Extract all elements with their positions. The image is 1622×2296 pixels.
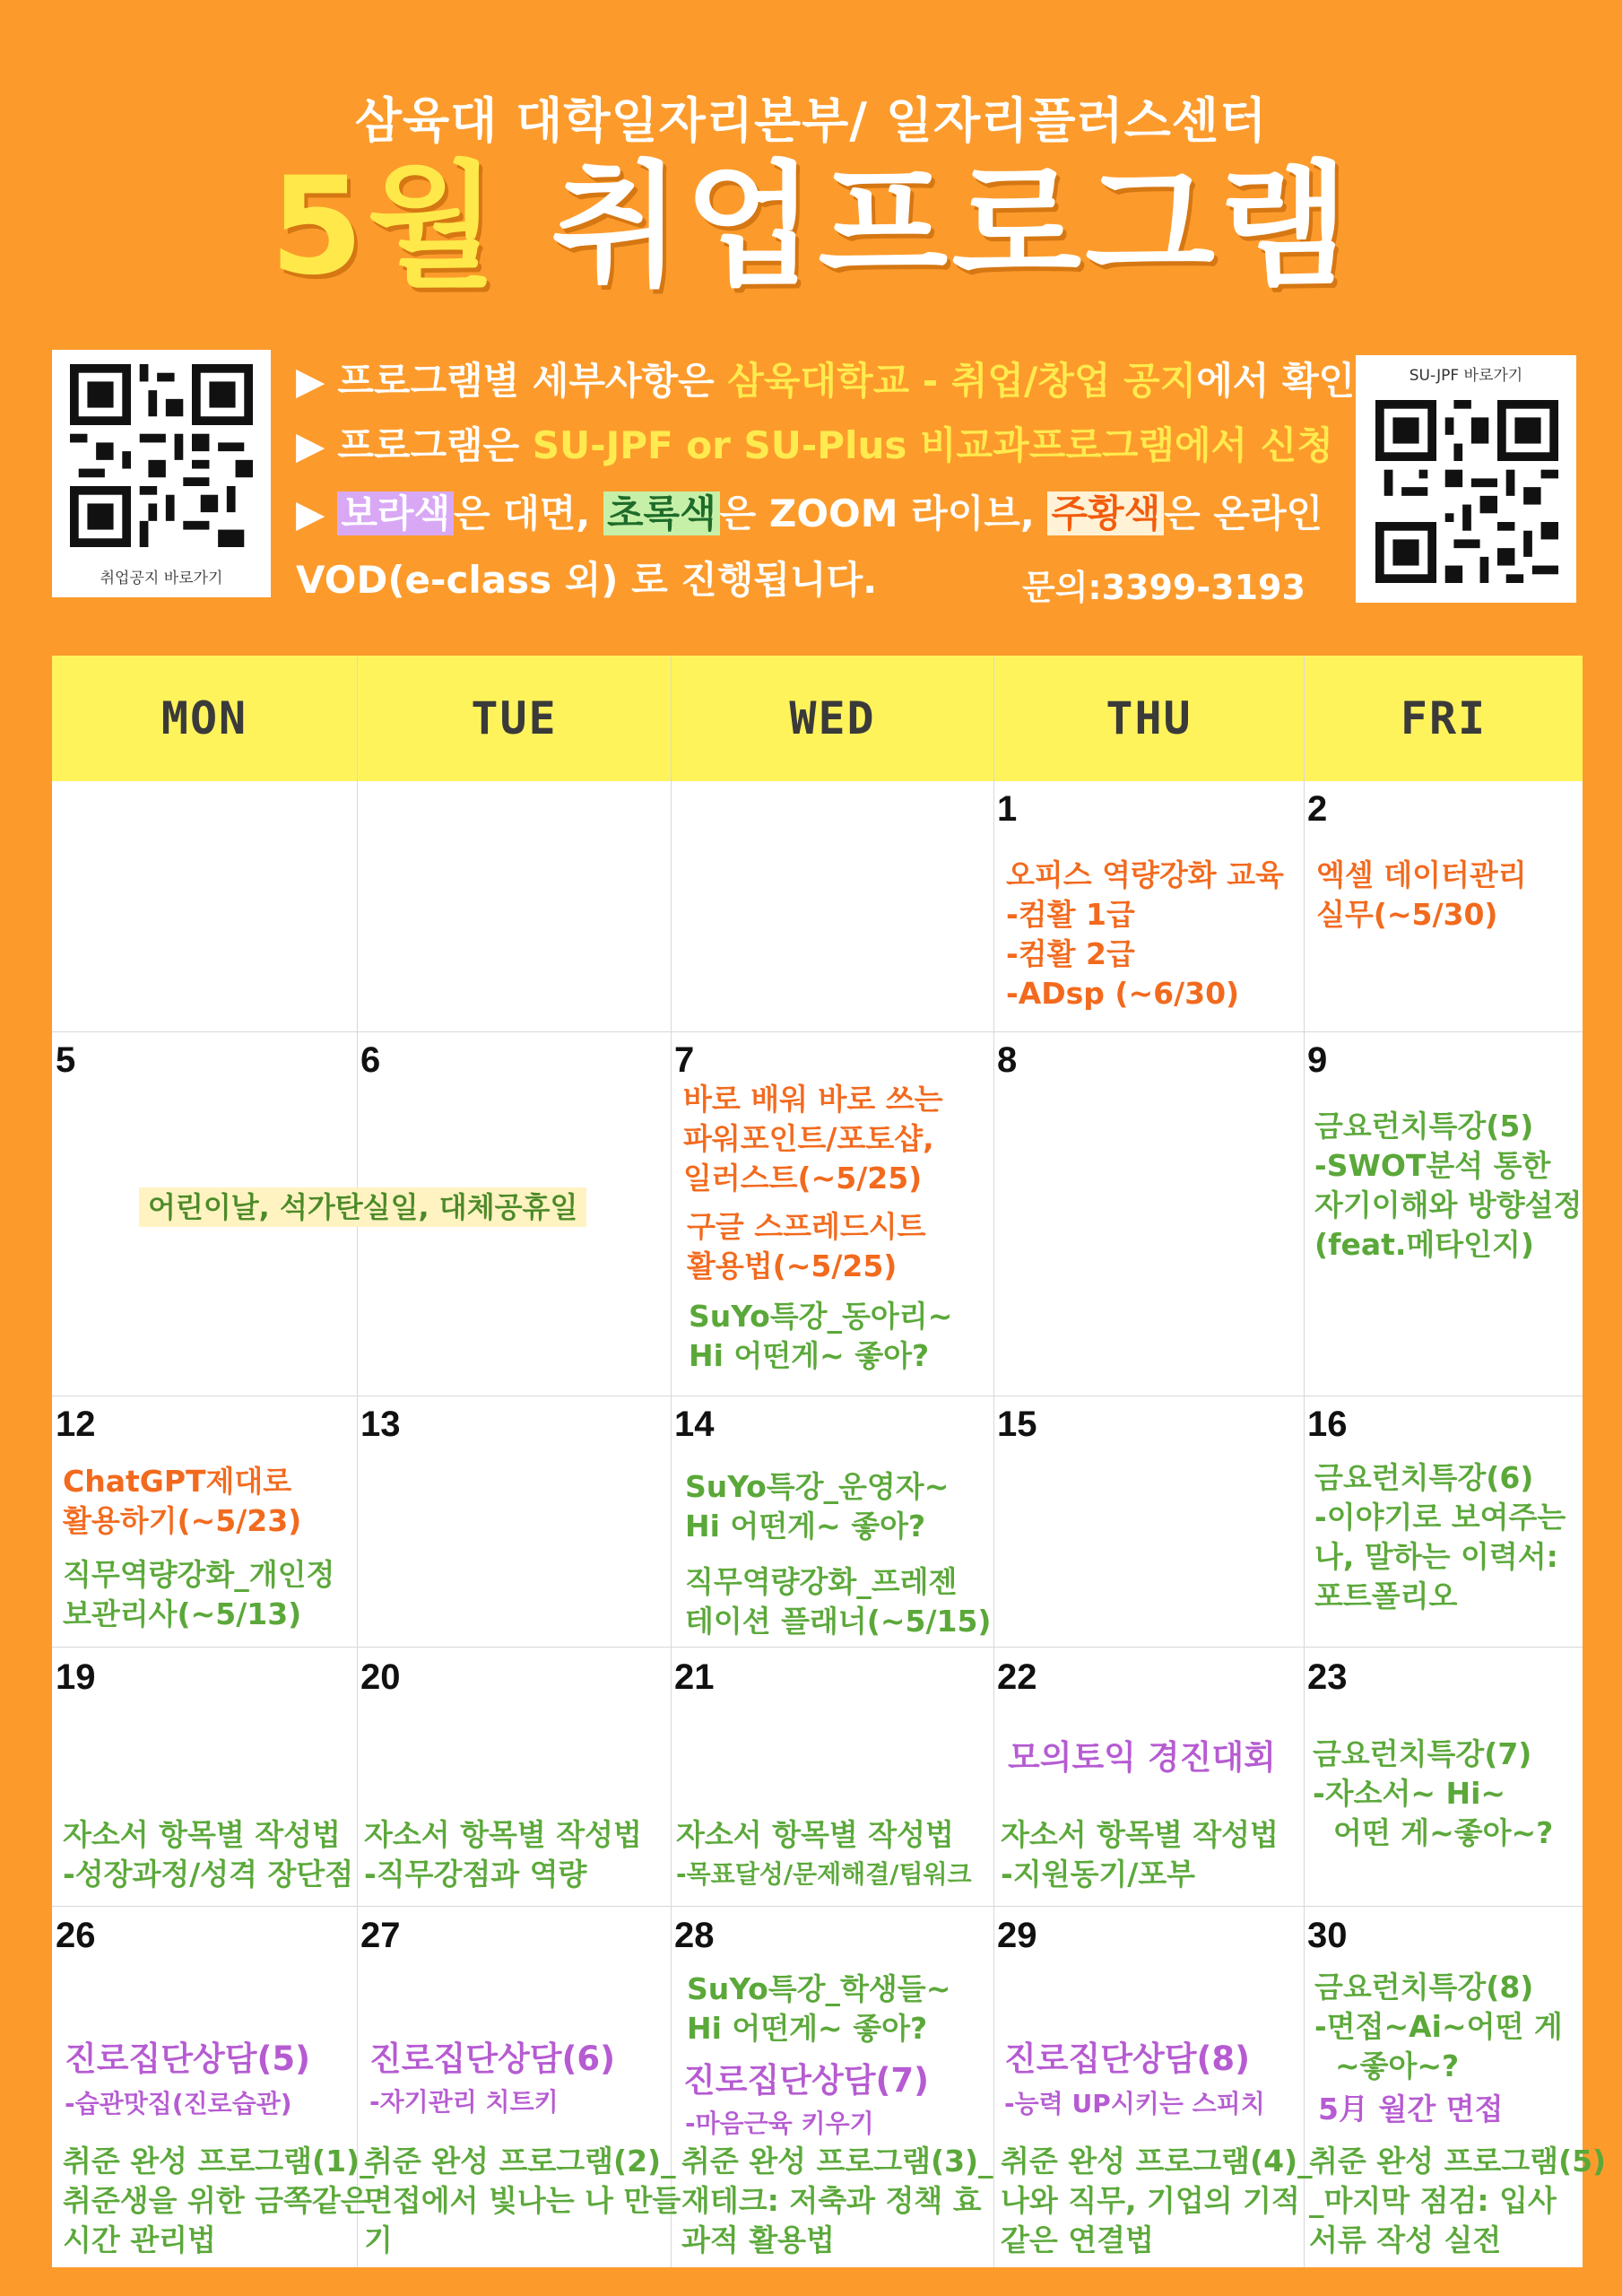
- date-2: 2: [1307, 789, 1328, 829]
- event-resume-strengths: 자소서 항목별 작성법 -직무강점과 역량: [364, 1817, 642, 1892]
- event-mock-toeic: 모의토익 경진대회: [1008, 1738, 1276, 1777]
- notice-line-4: VOD(e-class 외) 로 진행됩니다.: [296, 558, 878, 602]
- notice-text: 에서 확인: [1196, 359, 1356, 403]
- event-excel: 엑셀 데이터관리 실무(~5/30): [1316, 857, 1527, 932]
- event-resume-goals: 자소서 항목별 작성법 -목표달성/문제해결/팀워크: [676, 1817, 972, 1889]
- date-22: 22: [997, 1657, 1037, 1697]
- event-career-counsel-8-topic: -능력 UP시키는 스피치: [1004, 2089, 1265, 2118]
- title-program: 취업프로그램: [551, 149, 1352, 305]
- date-21: 21: [674, 1657, 715, 1697]
- event-career-counsel-6-topic: -자기관리 치트키: [369, 2087, 559, 2117]
- grid-line: [671, 656, 672, 2267]
- day-header-wed: WED: [672, 656, 993, 781]
- date-8: 8: [997, 1040, 1018, 1080]
- header-subtitle: 삼육대 대학일자리본부/ 일자리플러스센터: [354, 92, 1268, 149]
- event-resume-growth: 자소서 항목별 작성법 -성장과정/성격 장단점: [63, 1817, 354, 1892]
- event-career-counsel-5-topic: -습관맛집(진로습관): [65, 2089, 292, 2118]
- qr-code-icon: [1375, 400, 1558, 583]
- day-header-tue: TUE: [358, 656, 671, 781]
- date-27: 27: [360, 1916, 401, 1955]
- grid-line: [993, 656, 994, 2267]
- date-19: 19: [56, 1657, 96, 1697]
- event-career-counsel-6: 진로집단상담(6): [369, 2039, 616, 2078]
- event-job-prep-5: 취준 완성 프로그램(5) _마지막 점검: 입사 서류 작성 실전: [1309, 2144, 1607, 2257]
- page-title: [0, 149, 1622, 305]
- date-15: 15: [997, 1405, 1037, 1444]
- day-header-fri: FRI: [1305, 656, 1583, 781]
- date-14: 14: [674, 1405, 715, 1444]
- notice-link-text: 삼육대학교 - 취업/창업 공지: [727, 359, 1197, 403]
- title-month: 5월: [270, 149, 501, 305]
- event-resume-motivation: 자소서 항목별 작성법 -지원동기/포부: [1001, 1817, 1279, 1892]
- qr-code-icon: [70, 364, 253, 547]
- notice-line-1: [296, 355, 1355, 407]
- event-career-counsel-7-topic: -마음근육 키우기: [685, 2109, 874, 2138]
- event-job-prep-1: 취준 완성 프로그램(1)_ 취준생을 위한 금쪽같은 시간 관리법: [63, 2144, 375, 2257]
- event-suyo-students: SuYo특강_학생들~ Hi 어떤게~ 좋아?: [687, 1971, 951, 2046]
- notice-text: 은 대면,: [454, 491, 603, 535]
- event-presentation-planner: 직무역량강화_프레젠 테이션 플래너(~5/15): [685, 1564, 992, 1639]
- event-friday-lunch-7: 금요런치특강(7) -자소서~ Hi~ 어떤 게~좋아~?: [1313, 1736, 1554, 1850]
- event-monthly-interview: 5月 월간 면접: [1318, 2092, 1504, 2126]
- event-job-prep-3: 취준 완성 프로그램(3)_ 재테크: 저축과 정책 효 과적 활용법: [681, 2144, 993, 2257]
- event-office-training: 오피스 역량강화 교육 -컴활 1급 -컴활 2급 -ADsp (~6/30): [1006, 857, 1284, 1011]
- date-12: 12: [56, 1405, 96, 1444]
- notice-text: 프로그램은: [337, 423, 533, 467]
- date-30: 30: [1307, 1916, 1348, 1955]
- event-chatgpt: ChatGPT제대로 활용하기(~5/23): [63, 1464, 302, 1538]
- arrow-icon: ▶: [296, 423, 325, 467]
- arrow-icon: ▶: [296, 491, 325, 535]
- qr-code-jpf[interactable]: [1356, 355, 1576, 603]
- notice-line-2: [296, 420, 1333, 472]
- grid-line: [357, 656, 358, 2267]
- date-1: 1: [997, 789, 1018, 829]
- notice-text: 은 ZOOM 라이브,: [719, 491, 1048, 535]
- event-career-counsel-7: 진로집단상담(7): [683, 2061, 930, 2100]
- event-career-counsel-8: 진로집단상담(8): [1004, 2039, 1251, 2078]
- legend-orange: 주황색: [1047, 491, 1164, 535]
- day-header-thu: THU: [994, 656, 1304, 781]
- event-google-sheets: 구글 스프레드시트 활용법(~5/25): [687, 1209, 926, 1283]
- date-5: 5: [56, 1040, 76, 1080]
- qr-left-caption: 취업공지 바로가기: [100, 570, 223, 587]
- inquiry-phone: 문의:3399-3193: [1022, 568, 1305, 607]
- event-friday-lunch-6: 금요런치특강(6) -이야기로 보여주는 나, 말하는 이력서: 포트폴리오: [1314, 1460, 1566, 1613]
- event-job-prep-4: 취준 완성 프로그램(4)_ 나와 직무, 기업의 기적 같은 연결법: [1001, 2144, 1313, 2257]
- event-friday-lunch-5: 금요런치특강(5) -SWOT분석 통한 자기이해와 방향설정 (feat.메타인지): [1314, 1109, 1583, 1262]
- event-suyo-operator: SuYo특강_운영자~ Hi 어떤게~ 좋아?: [685, 1469, 950, 1544]
- date-6: 6: [360, 1040, 381, 1080]
- date-16: 16: [1307, 1405, 1348, 1444]
- event-friday-lunch-8: 금요런치특강(8) -면접~Ai~어떤 게 ~좋아~?: [1314, 1970, 1563, 2083]
- grid-line: [1304, 656, 1305, 2267]
- date-26: 26: [56, 1916, 96, 1955]
- holiday-label: 어린이날, 석가탄실일, 대체공휴일: [139, 1187, 586, 1227]
- date-23: 23: [1307, 1657, 1348, 1697]
- event-suyo-club: SuYo특강_동아리~ Hi 어떤게~ 좋아?: [689, 1299, 953, 1373]
- grid-line: [52, 1647, 1583, 1648]
- event-career-counsel-5: 진로집단상담(5): [65, 2039, 311, 2078]
- date-7: 7: [674, 1040, 695, 1080]
- event-job-prep-2: 취준 완성 프로그램(2)_ 면접에서 빛나는 나 만들 기: [364, 2144, 681, 2257]
- event-ppt-photoshop: 바로 배워 바로 쓰는 파워포인트/포토샵, 일러스트(~5/25): [683, 1082, 943, 1196]
- notice-highlight: SU-JPF or SU-Plus 비교과프로그램에서 신청: [532, 423, 1333, 467]
- notice-line-3: [296, 488, 1323, 540]
- qr-code-notice[interactable]: [52, 350, 271, 597]
- date-20: 20: [360, 1657, 401, 1697]
- arrow-icon: ▶: [296, 359, 325, 403]
- grid-line: [52, 1031, 1583, 1032]
- legend-green: 초록색: [603, 491, 720, 535]
- qr-right-caption: SU-JPF 바로가기: [1409, 367, 1523, 385]
- date-9: 9: [1307, 1040, 1328, 1080]
- event-privacy-manager: 직무역량강화_개인정 보관리사(~5/13): [63, 1557, 335, 1631]
- date-28: 28: [674, 1916, 715, 1955]
- day-header-mon: MON: [52, 656, 357, 781]
- notice-text: 은 온라인: [1164, 491, 1323, 535]
- notice-text: 프로그램별 세부사항은: [337, 359, 728, 403]
- legend-purple: 보라색: [337, 491, 454, 535]
- grid-line: [52, 1906, 1583, 1907]
- date-29: 29: [997, 1916, 1037, 1955]
- date-13: 13: [360, 1405, 401, 1444]
